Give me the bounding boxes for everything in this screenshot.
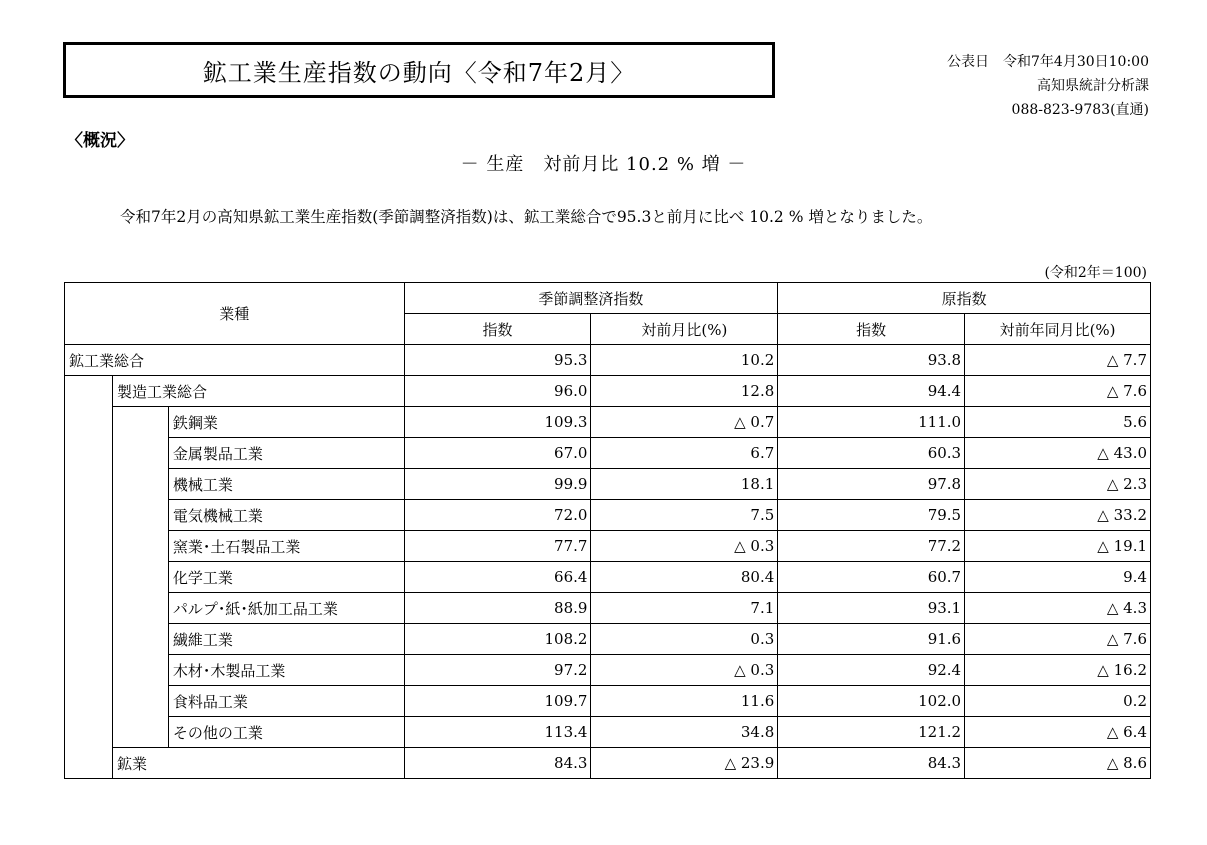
indent-cell	[65, 376, 113, 779]
orig-yoy-cell: 9.4	[965, 562, 1151, 593]
orig-index-cell: 111.0	[778, 407, 965, 438]
table-row	[65, 407, 1151, 438]
orig-index-cell: 60.7	[778, 562, 965, 593]
sa-index-cell: 109.7	[404, 686, 591, 717]
sa-index-cell: 96.0	[404, 376, 591, 407]
sa-index-cell: 77.7	[404, 531, 591, 562]
table-row	[65, 500, 1151, 531]
sa-index-cell: 97.2	[404, 655, 591, 686]
industry-name: 繊維工業	[168, 624, 404, 655]
orig-index-cell: 94.4	[778, 376, 965, 407]
table-row	[65, 624, 1151, 655]
sa-mom-cell: 11.6	[591, 686, 778, 717]
industry-name: 化学工業	[168, 562, 404, 593]
orig-yoy-cell: △ 19.1	[965, 531, 1151, 562]
orig-yoy-cell: △ 33.2	[965, 500, 1151, 531]
header-industry: 業種	[65, 283, 405, 345]
orig-index-cell: 60.3	[778, 438, 965, 469]
sa-mom-cell: 6.7	[591, 438, 778, 469]
orig-index-cell: 84.3	[778, 748, 965, 779]
industry-name: 窯業･土石製品工業	[168, 531, 404, 562]
industry-name: 鉱業	[112, 748, 404, 779]
summary-text: 令和7年2月の高知県鉱工業生産指数(季節調整済指数)は、鉱工業総合で95.3と前月に比べ 10.2 % 増となりました。	[120, 208, 933, 226]
orig-index-cell: 97.8	[778, 469, 965, 500]
publication-department: 高知県統計分析課	[1037, 78, 1149, 94]
indent-cell	[112, 407, 168, 748]
sa-index-cell: 84.3	[404, 748, 591, 779]
orig-index-cell: 79.5	[778, 500, 965, 531]
table-row	[65, 686, 1151, 717]
sa-index-cell: 72.0	[404, 500, 591, 531]
publication-date: 公表日 令和7年4月30日10:00	[947, 54, 1149, 70]
index-table	[64, 282, 1151, 779]
industry-name: その他の工業	[168, 717, 404, 748]
orig-yoy-cell: △ 43.0	[965, 438, 1151, 469]
sa-mom-cell: 10.2	[591, 345, 778, 376]
industry-name: パルプ･紙･紙加工品工業	[168, 593, 404, 624]
header-original-group: 原指数	[778, 283, 1151, 314]
orig-yoy-cell: 5.6	[965, 407, 1151, 438]
orig-yoy-cell: △ 6.4	[965, 717, 1151, 748]
orig-yoy-cell: △ 16.2	[965, 655, 1151, 686]
orig-yoy-cell: △ 7.7	[965, 345, 1151, 376]
orig-index-cell: 91.6	[778, 624, 965, 655]
table-row	[65, 345, 1151, 376]
orig-index-cell: 92.4	[778, 655, 965, 686]
sa-mom-cell: 34.8	[591, 717, 778, 748]
sa-index-cell: 66.4	[404, 562, 591, 593]
publication-phone: 088-823-9783(直通)	[1011, 102, 1149, 118]
sa-index-cell: 99.9	[404, 469, 591, 500]
header-sa-index: 指数	[404, 314, 591, 345]
sa-index-cell: 109.3	[404, 407, 591, 438]
sa-mom-cell: 7.5	[591, 500, 778, 531]
header-sa-mom: 対前月比(%)	[591, 314, 778, 345]
orig-yoy-cell: △ 4.3	[965, 593, 1151, 624]
industry-name: 電気機械工業	[168, 500, 404, 531]
table-row	[65, 531, 1151, 562]
industry-name: 食料品工業	[168, 686, 404, 717]
sa-index-cell: 95.3	[404, 345, 591, 376]
orig-yoy-cell: △ 8.6	[965, 748, 1151, 779]
table-row	[65, 655, 1151, 686]
sa-index-cell: 67.0	[404, 438, 591, 469]
table-row	[65, 593, 1151, 624]
industry-name: 製造工業総合	[112, 376, 404, 407]
sa-mom-cell: 18.1	[591, 469, 778, 500]
table-row	[65, 376, 1151, 407]
header-seasonal-group: 季節調整済指数	[404, 283, 778, 314]
sa-mom-cell: 12.8	[591, 376, 778, 407]
orig-index-cell: 102.0	[778, 686, 965, 717]
sa-mom-cell: △ 23.9	[591, 748, 778, 779]
industry-name: 木材･木製品工業	[168, 655, 404, 686]
header-orig-yoy: 対前年同月比(%)	[965, 314, 1151, 345]
sa-mom-cell: 7.1	[591, 593, 778, 624]
sa-mom-cell: △ 0.3	[591, 655, 778, 686]
orig-index-cell: 77.2	[778, 531, 965, 562]
orig-index-cell: 121.2	[778, 717, 965, 748]
base-year-note: (令和2年＝100)	[1044, 265, 1147, 281]
orig-yoy-cell: △ 7.6	[965, 376, 1151, 407]
sa-mom-cell: 80.4	[591, 562, 778, 593]
publication-info	[947, 50, 1149, 122]
table-row	[65, 562, 1151, 593]
document-title-box	[63, 42, 775, 98]
document-title: 鉱工業生産指数の動向〈令和7年2月〉	[202, 58, 636, 87]
orig-yoy-cell: 0.2	[965, 686, 1151, 717]
sa-mom-cell: △ 0.3	[591, 531, 778, 562]
sa-mom-cell: 0.3	[591, 624, 778, 655]
sa-mom-cell: △ 0.7	[591, 407, 778, 438]
industry-name: 鉱工業総合	[65, 345, 405, 376]
section-label: 〈概況〉	[66, 131, 134, 151]
orig-yoy-cell: △ 7.6	[965, 624, 1151, 655]
industry-name: 金属製品工業	[168, 438, 404, 469]
table-row	[65, 717, 1151, 748]
table-row	[65, 748, 1151, 779]
sa-index-cell: 113.4	[404, 717, 591, 748]
sa-index-cell: 108.2	[404, 624, 591, 655]
orig-index-cell: 93.8	[778, 345, 965, 376]
table-row	[65, 469, 1151, 500]
industry-name: 鉄鋼業	[168, 407, 404, 438]
industry-name: 機械工業	[168, 469, 404, 500]
header-orig-index: 指数	[778, 314, 965, 345]
sa-index-cell: 88.9	[404, 593, 591, 624]
headline: － 生産 対前月比 10.2 % 増 －	[460, 154, 747, 175]
table-row	[65, 438, 1151, 469]
orig-yoy-cell: △ 2.3	[965, 469, 1151, 500]
orig-index-cell: 93.1	[778, 593, 965, 624]
